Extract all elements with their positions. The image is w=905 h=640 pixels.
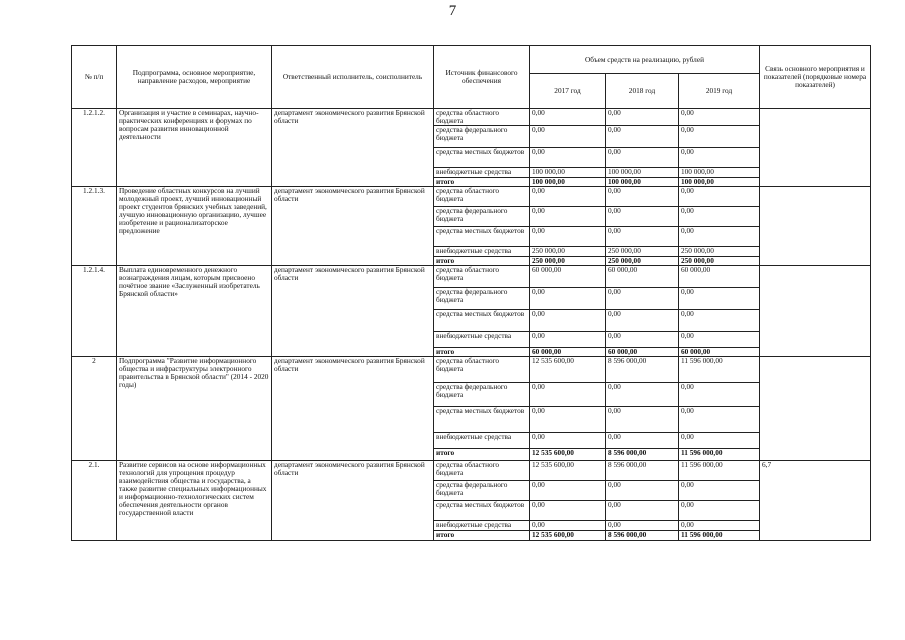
amount-2018: 0,00: [606, 383, 679, 407]
amount-2017: 0,00: [530, 332, 606, 348]
funding-source: средства областного бюджета: [434, 266, 530, 288]
amount-2017: 0,00: [530, 433, 606, 449]
amount-2019: 100 000,00: [679, 178, 760, 187]
amount-2018: 60 000,00: [606, 348, 679, 357]
measure-name: Проведение областных конкурсов на лучший молодежный проект, лучший инновационный проект студентов брянских учебных заведений, лучшую инновационную организацию, лучшее изобретение и рационализаторское предложение: [117, 187, 272, 266]
amount-2018: 60 000,00: [606, 266, 679, 288]
executor-name: департамент экономического развития Брянской области: [272, 109, 434, 187]
amount-2019: 0,00: [679, 288, 760, 310]
amount-2017: 0,00: [530, 481, 606, 501]
amount-2017: 100 000,00: [530, 168, 606, 178]
amount-2017: 250 000,00: [530, 257, 606, 266]
row-number: 1.2.1.3.: [72, 187, 117, 266]
header-year: 2018 год: [606, 74, 679, 109]
amount-2017: 12 535 600,00: [530, 461, 606, 481]
funding-source: средства областного бюджета: [434, 461, 530, 481]
funding-source: итого: [434, 257, 530, 266]
amount-2019: 0,00: [679, 433, 760, 449]
amount-2019: 0,00: [679, 521, 760, 531]
funding-source: средства федерального бюджета: [434, 288, 530, 310]
header-volume: Объем средств на реализацию, рублей: [530, 46, 760, 74]
amount-2017: 60 000,00: [530, 266, 606, 288]
row-number: 1.2.1.4.: [72, 266, 117, 357]
amount-2019: 0,00: [679, 481, 760, 501]
measure-name: Выплата единовременного денежного вознаграждения лицам, которым присвоено почётное звание «Заслуженный изобретатель Брянской области»: [117, 266, 272, 357]
header-name: Подпрограмма, основное мероприятие, направление расходов, мероприятие: [117, 46, 272, 109]
funding-source: средства местных бюджетов: [434, 407, 530, 433]
funding-source: внебюджетные средства: [434, 332, 530, 348]
executor-name: департамент экономического развития Брянской области: [272, 357, 434, 461]
funding-source: внебюджетные средства: [434, 433, 530, 449]
table-row: [72, 109, 871, 126]
amount-2017: 0,00: [530, 227, 606, 247]
funding-source: средства федерального бюджета: [434, 126, 530, 148]
amount-2018: 0,00: [606, 109, 679, 126]
amount-2017: 0,00: [530, 126, 606, 148]
funding-source: итого: [434, 531, 530, 541]
amount-2019: 11 596 000,00: [679, 357, 760, 383]
funding-source: средства областного бюджета: [434, 357, 530, 383]
amount-2019: 0,00: [679, 501, 760, 521]
amount-2019: 250 000,00: [679, 257, 760, 266]
amount-2017: 0,00: [530, 501, 606, 521]
amount-2019: 11 596 000,00: [679, 531, 760, 541]
row-number: 2.1.: [72, 461, 117, 541]
amount-2019: 60 000,00: [679, 266, 760, 288]
header-num: № п/п: [72, 46, 117, 109]
amount-2018: 0,00: [606, 288, 679, 310]
amount-2017: 0,00: [530, 521, 606, 531]
amount-2017: 60 000,00: [530, 348, 606, 357]
amount-2017: 12 535 600,00: [530, 357, 606, 383]
amount-2018: 100 000,00: [606, 168, 679, 178]
funding-source: средства местных бюджетов: [434, 227, 530, 247]
funding-source: средства местных бюджетов: [434, 310, 530, 332]
amount-2019: 0,00: [679, 227, 760, 247]
funding-table: [71, 45, 871, 541]
amount-2019: 0,00: [679, 126, 760, 148]
funding-source: внебюджетные средства: [434, 168, 530, 178]
amount-2017: 12 535 600,00: [530, 531, 606, 541]
amount-2018: 8 596 000,00: [606, 357, 679, 383]
amount-2018: 0,00: [606, 187, 679, 207]
amount-2017: 250 000,00: [530, 247, 606, 257]
amount-2017: 12 535 600,00: [530, 449, 606, 461]
funding-source: итого: [434, 449, 530, 461]
amount-2018: 0,00: [606, 521, 679, 531]
funding-source: средства областного бюджета: [434, 109, 530, 126]
amount-2017: 0,00: [530, 310, 606, 332]
amount-2018: 0,00: [606, 407, 679, 433]
amount-2018: 0,00: [606, 310, 679, 332]
amount-2017: 0,00: [530, 207, 606, 227]
funding-source: средства областного бюджета: [434, 187, 530, 207]
table-header: [72, 46, 871, 109]
amount-2019: 0,00: [679, 310, 760, 332]
amount-2019: 11 596 000,00: [679, 461, 760, 481]
amount-2017: 0,00: [530, 187, 606, 207]
table-body: [72, 109, 871, 541]
indicator-link: [760, 266, 871, 357]
amount-2019: 0,00: [679, 187, 760, 207]
amount-2019: 100 000,00: [679, 168, 760, 178]
funding-source: средства местных бюджетов: [434, 501, 530, 521]
amount-2017: 0,00: [530, 288, 606, 310]
funding-source: средства местных бюджетов: [434, 148, 530, 168]
amount-2018: 8 596 000,00: [606, 531, 679, 541]
table-row: [72, 357, 871, 383]
measure-name: Подпрограмма "Развитие информационного общества и инфраструктуры электронного правительства в Брянской области" (2014 - 2020 годы): [117, 357, 272, 461]
amount-2019: 250 000,00: [679, 247, 760, 257]
row-number: 2: [72, 357, 117, 461]
amount-2017: 0,00: [530, 109, 606, 126]
amount-2018: 0,00: [606, 227, 679, 247]
amount-2018: 0,00: [606, 148, 679, 168]
row-number: 1.2.1.2.: [72, 109, 117, 187]
funding-source: средства федерального бюджета: [434, 481, 530, 501]
measure-name: Организация и участие в семинарах, научно-практических конференциях и форумах по вопросам развития инновационной деятельности: [117, 109, 272, 187]
amount-2017: 100 000,00: [530, 178, 606, 187]
amount-2018: 0,00: [606, 332, 679, 348]
amount-2018: 0,00: [606, 481, 679, 501]
amount-2019: 0,00: [679, 407, 760, 433]
header-link: Связь основного мероприятия и показателей (порядковые номера показателей): [760, 46, 871, 109]
executor-name: департамент экономического развития Брянской области: [272, 266, 434, 357]
amount-2018: 0,00: [606, 433, 679, 449]
page-number: 7: [448, 3, 457, 19]
indicator-link: [760, 109, 871, 187]
indicator-link: [760, 357, 871, 461]
header-year: 2017 год: [530, 74, 606, 109]
indicator-link: 6,7: [760, 461, 871, 541]
amount-2018: 0,00: [606, 207, 679, 227]
funding-source: средства федерального бюджета: [434, 207, 530, 227]
indicator-link: [760, 187, 871, 266]
funding-source: итого: [434, 348, 530, 357]
header-source: Источник финансового обеспечения: [434, 46, 530, 109]
amount-2017: 0,00: [530, 383, 606, 407]
table-row: [72, 187, 871, 207]
measure-name: Развитие сервисов на основе информационных технологий для упрощения процедур взаимодействия общества и государства, а также развитие специальных информационных и информационно-технологических систем обеспечения деятельности органов государственной власти: [117, 461, 272, 541]
executor-name: департамент экономического развития Брянской области: [272, 461, 434, 541]
funding-source: внебюджетные средства: [434, 521, 530, 531]
amount-2017: 0,00: [530, 407, 606, 433]
table-row: [72, 461, 871, 481]
amount-2019: 0,00: [679, 148, 760, 168]
amount-2019: 0,00: [679, 109, 760, 126]
amount-2019: 0,00: [679, 332, 760, 348]
executor-name: департамент экономического развития Брянской области: [272, 187, 434, 266]
amount-2018: 8 596 000,00: [606, 449, 679, 461]
amount-2018: 250 000,00: [606, 257, 679, 266]
amount-2018: 100 000,00: [606, 178, 679, 187]
amount-2018: 250 000,00: [606, 247, 679, 257]
funding-source: средства федерального бюджета: [434, 383, 530, 407]
amount-2019: 0,00: [679, 207, 760, 227]
amount-2018: 0,00: [606, 501, 679, 521]
funding-source: внебюджетные средства: [434, 247, 530, 257]
amount-2017: 0,00: [530, 148, 606, 168]
amount-2018: 8 596 000,00: [606, 461, 679, 481]
amount-2019: 11 596 000,00: [679, 449, 760, 461]
funding-source: итого: [434, 178, 530, 187]
amount-2019: 60 000,00: [679, 348, 760, 357]
amount-2019: 0,00: [679, 383, 760, 407]
amount-2018: 0,00: [606, 126, 679, 148]
header-year: 2019 год: [679, 74, 760, 109]
table-row: [72, 266, 871, 288]
header-executor: Ответственный исполнитель, соисполнитель: [272, 46, 434, 109]
